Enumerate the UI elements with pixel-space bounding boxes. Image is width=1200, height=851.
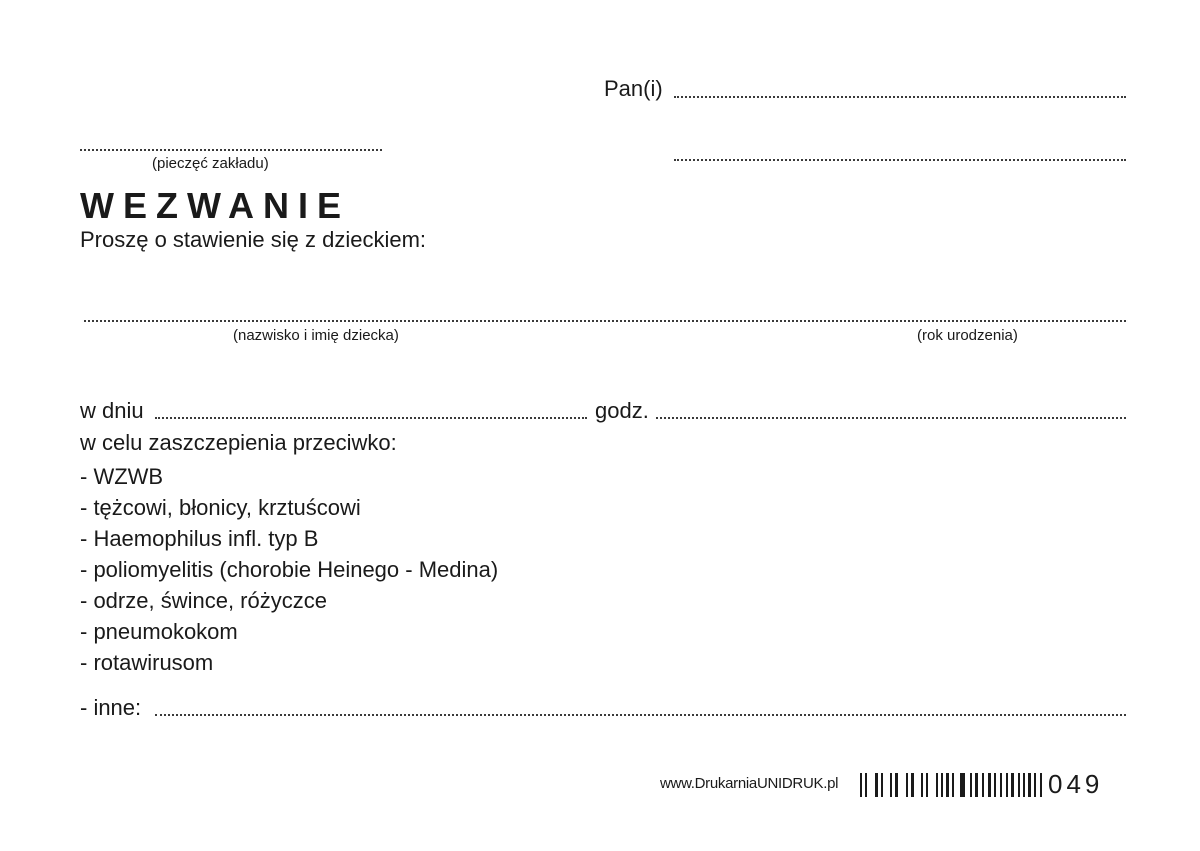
vaccine-item: - pneumokokom [80, 619, 238, 644]
stamp-caption: (pieczęć zakładu) [152, 155, 269, 172]
intro-text: Proszę o stawienie się z dzieckiem: [80, 227, 427, 252]
child-name-caption: (nazwisko i imię dziecka) [233, 327, 399, 344]
form-number: 049 [1048, 769, 1104, 799]
time-line[interactable] [656, 417, 1126, 419]
page-title: WEZWANIE [80, 185, 350, 226]
child-name-line[interactable] [84, 320, 1126, 322]
date-line[interactable] [155, 417, 587, 419]
other-label: - inne: [80, 695, 142, 720]
recipient-line-1[interactable] [674, 96, 1126, 98]
stamp-line [80, 149, 382, 151]
barcode-icon [860, 773, 1044, 797]
vaccine-item: - tężcowi, błonicy, krztuścowi [80, 495, 361, 520]
recipient-line-2[interactable] [674, 159, 1126, 161]
other-line[interactable] [155, 714, 1126, 716]
purpose-text: w celu zaszczepienia przeciwko: [80, 430, 397, 455]
vaccine-item: - odrze, śwince, różyczce [80, 588, 327, 613]
vaccine-list [80, 461, 498, 678]
date-label: w dniu [80, 398, 144, 423]
recipient-label: Pan(i) [604, 76, 663, 101]
vaccine-item: - Haemophilus infl. typ B [80, 526, 319, 551]
time-label: godz. [595, 398, 649, 423]
vaccine-item: - WZWB [80, 464, 164, 489]
printer-website: www.DrukarniaUNIDRUK.pl [660, 775, 839, 792]
birth-year-caption: (rok urodzenia) [917, 327, 1018, 344]
vaccine-item: - poliomyelitis (chorobie Heinego - Medina) [80, 557, 499, 582]
vaccine-item: - rotawirusom [80, 650, 214, 675]
